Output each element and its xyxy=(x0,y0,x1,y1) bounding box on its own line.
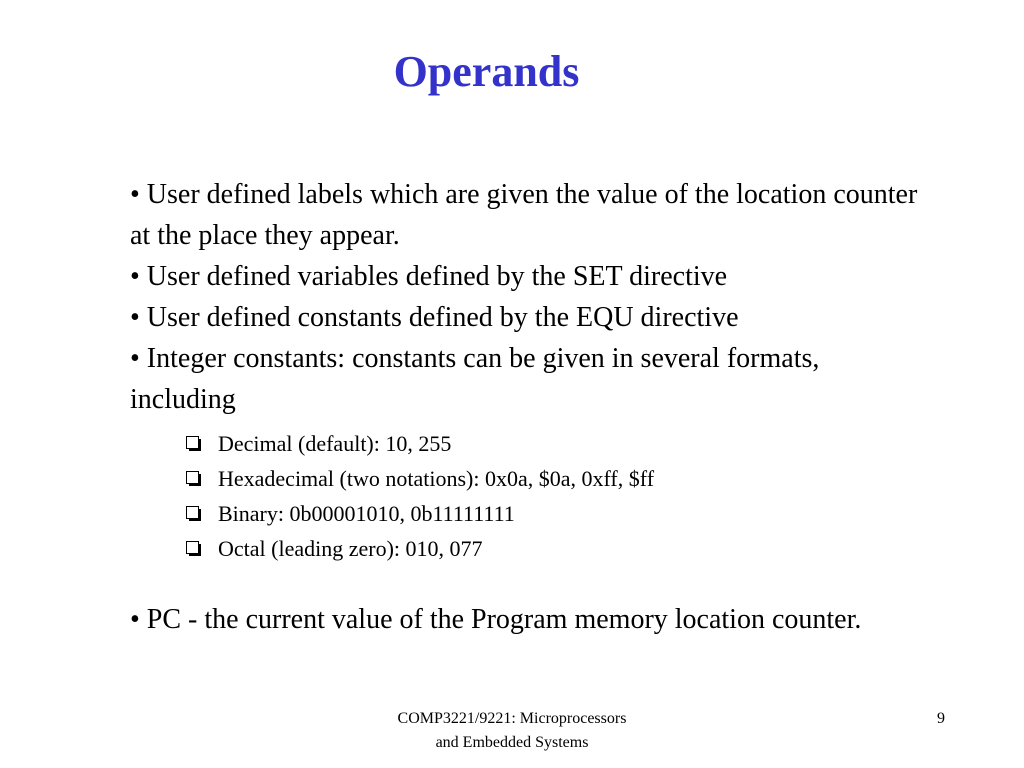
square-bullet-icon xyxy=(186,541,199,554)
bullet-equ-constants: • User defined constants defined by the EQU directive xyxy=(130,302,739,333)
square-bullet-icon xyxy=(186,436,199,449)
sub-bullet-text: Binary: 0b00001010, 0b11111111 xyxy=(218,501,515,526)
sub-bullet-text: Decimal (default): 10, 255 xyxy=(218,431,452,456)
bullet-integer-constants: • Integer constants: constants can be given in several formats, including xyxy=(130,343,820,415)
square-bullet-icon xyxy=(186,471,199,484)
sub-bullet-octal xyxy=(185,531,654,566)
main-bullet-list xyxy=(130,174,930,420)
footer-course-title xyxy=(342,707,682,755)
sub-bullet-hexadecimal xyxy=(185,461,654,496)
footer-course-line2: and Embedded Systems xyxy=(435,734,589,751)
sub-bullet-text: Octal (leading zero): 010, 077 xyxy=(218,536,483,561)
sub-bullet-text: Hexadecimal (two notations): 0x0a, $0a, 0xff, $ff xyxy=(218,466,655,491)
bullet-program-counter: • PC - the current value of the Program memory location counter. xyxy=(130,604,862,635)
page-number: 9 xyxy=(937,710,945,727)
footer-course-line1: COMP3221/9221: Microprocessors xyxy=(397,710,627,727)
sub-bullet-binary xyxy=(185,496,654,531)
sub-bullet-decimal xyxy=(185,426,654,461)
bullet-labels: • User defined labels which are given the value of the location counter at the place they appear. xyxy=(130,179,918,251)
integer-format-list xyxy=(185,426,654,566)
bullet-set-variables: • User defined variables defined by the SET directive xyxy=(130,261,728,292)
square-bullet-icon xyxy=(186,506,199,519)
slide-title: Operands xyxy=(393,47,580,96)
